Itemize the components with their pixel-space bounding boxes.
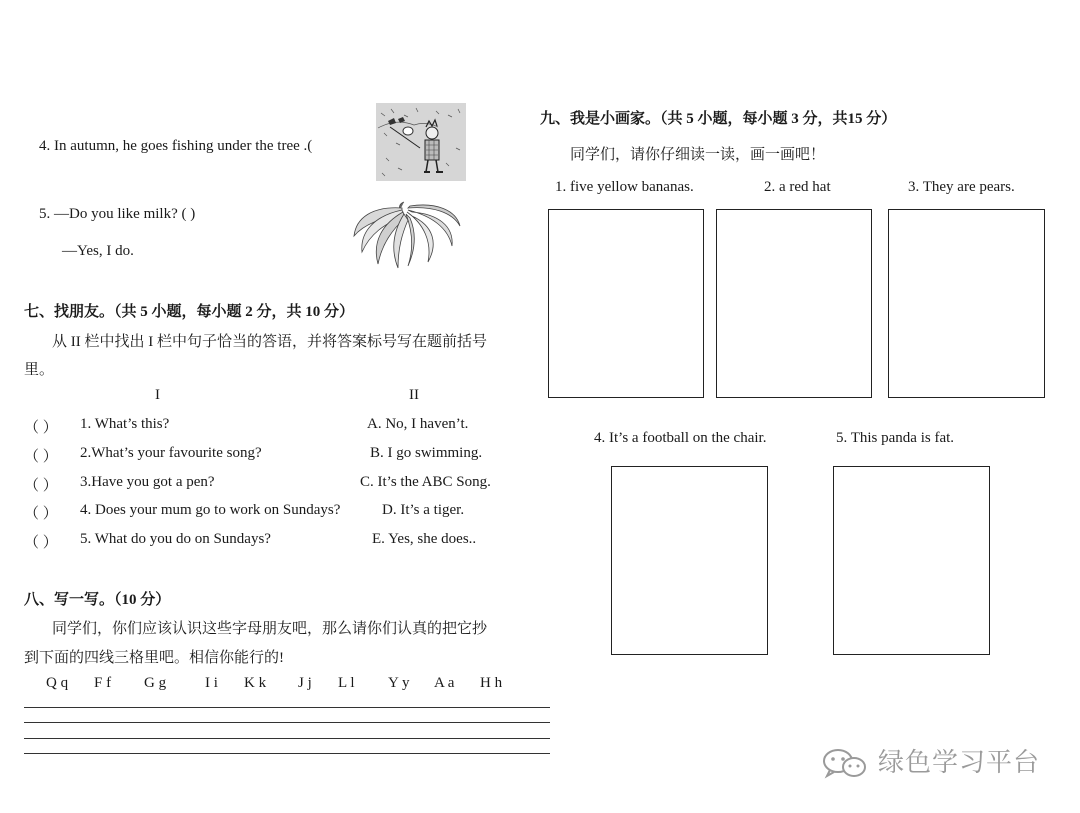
draw-item-2-label: 2. a red hat bbox=[764, 179, 831, 195]
drawing-box-5[interactable] bbox=[833, 466, 990, 655]
question-5-line1: 5. —Do you like milk? ( ) bbox=[39, 206, 196, 222]
draw-item-3-label: 3. They are pears. bbox=[908, 179, 1015, 195]
drawing-box-4[interactable] bbox=[611, 466, 768, 655]
match-row-1-paren[interactable]: （ ） bbox=[24, 420, 58, 436]
bananas-picture bbox=[352, 196, 462, 270]
section-8-instruction-2: 到下面的四线三格里吧。相信你能行的! bbox=[24, 650, 284, 666]
match-row-3-question: 3.Have you got a pen? bbox=[80, 474, 215, 490]
drawing-box-2[interactable] bbox=[716, 209, 872, 398]
match-row-4-question: 4. Does your mum go to work on Sundays? bbox=[80, 502, 341, 518]
fishing-picture bbox=[376, 103, 466, 181]
letter-pair: L l bbox=[338, 675, 355, 691]
match-row-4-paren[interactable]: （ ） bbox=[24, 506, 58, 522]
watermark-text: 绿色学习平台 bbox=[877, 748, 1040, 778]
section-8-title: 八、写一写。（10 分） bbox=[24, 592, 171, 608]
section-7-instruction-1: 从 II 栏中找出 I 栏中句子恰当的答语，并将答案标号写在题前括号 bbox=[52, 334, 487, 350]
column-2-header: II bbox=[409, 387, 419, 403]
match-row-4-answer: D. It’s a tiger. bbox=[382, 502, 465, 518]
drawing-box-3[interactable] bbox=[888, 209, 1045, 398]
section-9-title: 九、我是小画家。（共 5 小题，每小题 3 分，共15 分） bbox=[540, 111, 897, 127]
match-row-2-answer: B. I go swimming. bbox=[370, 445, 483, 461]
match-row-5-answer: E. Yes, she does.. bbox=[372, 531, 477, 547]
section-7-instruction-2: 里。 bbox=[24, 362, 55, 378]
draw-item-5-label: 5. This panda is fat. bbox=[836, 430, 955, 446]
writing-line-2[interactable] bbox=[24, 722, 550, 723]
match-row-3-answer: C. It’s the ABC Song. bbox=[360, 474, 491, 490]
match-row-2-question: 2.What’s your favourite song? bbox=[80, 445, 262, 461]
letter-pair: J j bbox=[298, 675, 312, 691]
writing-line-3[interactable] bbox=[24, 738, 550, 739]
question-4: 4. In autumn, he goes fishing under the tree .( bbox=[39, 138, 313, 154]
question-5-line2: —Yes, I do. bbox=[62, 243, 134, 259]
writing-line-4[interactable] bbox=[24, 753, 550, 754]
section-8-instruction-1: 同学们，你们应该认识这些字母朋友吧，那么请你们认真的把它抄 bbox=[52, 621, 488, 637]
letter-pair: Q q bbox=[46, 675, 69, 691]
letter-pair: I i bbox=[205, 675, 218, 691]
writing-line-1[interactable] bbox=[24, 707, 550, 708]
match-row-5-paren[interactable]: （ ） bbox=[24, 535, 58, 551]
drawing-box-1[interactable] bbox=[548, 209, 704, 398]
letter-pair: F f bbox=[94, 675, 112, 691]
letter-pair: Y y bbox=[388, 675, 410, 691]
letter-pair: A a bbox=[434, 675, 455, 691]
match-row-1-answer: A. No, I haven’t. bbox=[367, 416, 469, 432]
match-row-3-paren[interactable]: （ ） bbox=[24, 478, 58, 494]
draw-item-4-label: 4. It’s a football on the chair. bbox=[594, 430, 767, 446]
wechat-icon bbox=[822, 748, 868, 780]
letter-pair: K k bbox=[244, 675, 267, 691]
draw-item-1-label: 1. five yellow bananas. bbox=[555, 179, 694, 195]
column-1-header: I bbox=[155, 387, 160, 403]
section-9-instruction: 同学们，请你仔细读一读，画一画吧！ bbox=[570, 147, 826, 163]
letter-pair: G g bbox=[144, 675, 167, 691]
match-row-5-question: 5. What do you do on Sundays? bbox=[80, 531, 271, 547]
letter-pair: H h bbox=[480, 675, 503, 691]
match-row-2-paren[interactable]: （ ） bbox=[24, 449, 58, 465]
match-row-1-question: 1. What’s this? bbox=[80, 416, 170, 432]
section-7-title: 七、找朋友。（共 5 小题，每小题 2 分，共 10 分） bbox=[24, 304, 355, 320]
